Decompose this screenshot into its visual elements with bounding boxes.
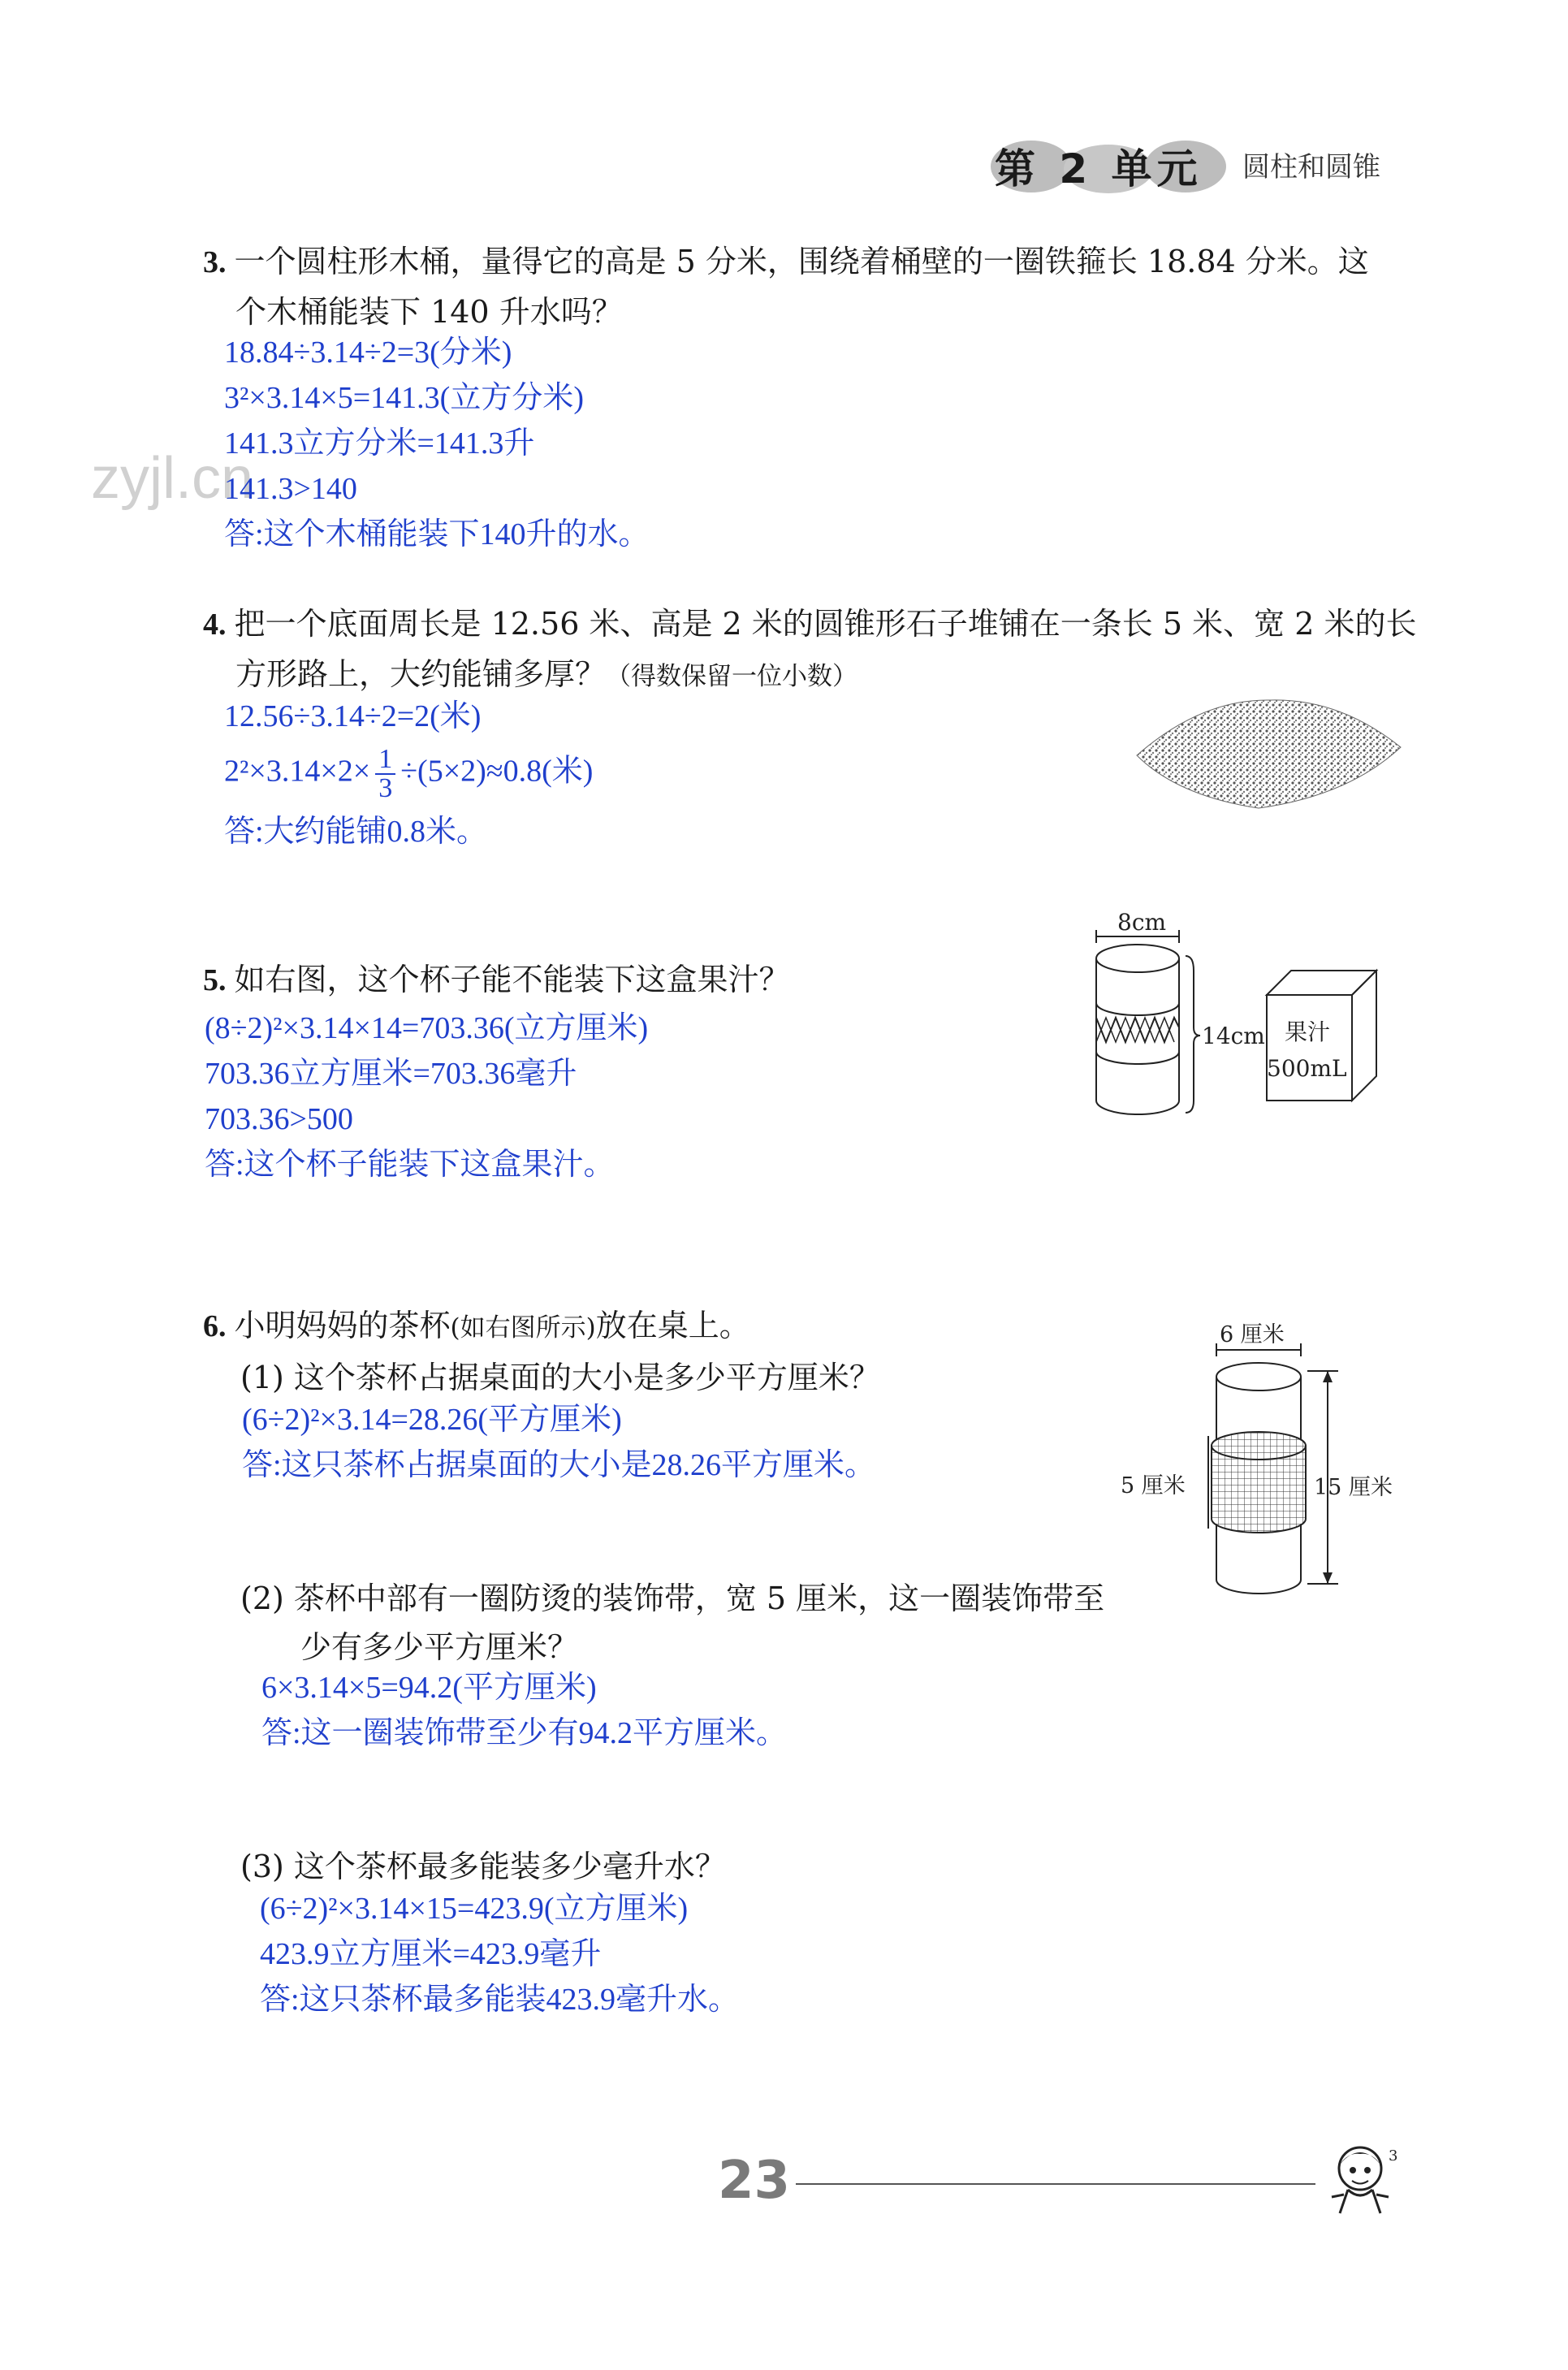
answer-line: (6÷2)²×3.14=28.26(平方厘米) <box>242 1403 622 1437</box>
sub-text: 茶杯中部有一圈防烫的装饰带，宽 5 厘米，这一圈装饰带至 <box>293 1581 1105 1616</box>
question-3-answers <box>224 331 650 556</box>
question-number: 3. <box>203 245 227 279</box>
question-5-answers <box>205 1007 648 1186</box>
question-note: (如右图所示) <box>450 1313 596 1343</box>
answer-line: (8÷2)²×3.14×14=703.36(立方厘米) <box>205 1011 649 1045</box>
sub-label: (1) <box>240 1360 284 1395</box>
tea-cup-diameter-label: 6 厘米 <box>1220 1322 1285 1347</box>
answer-line: 答:这一圈装饰带至少有94.2平方厘米。 <box>261 1716 788 1750</box>
answer-line: (6÷2)²×3.14×15=423.9(立方厘米) <box>260 1892 689 1926</box>
question-4-line1 <box>203 601 1416 647</box>
watermark: zyjl.cn <box>91 446 254 511</box>
fraction-numerator: 1 <box>375 746 395 775</box>
answer-line: 答:这个杯子能装下这盒果汁。 <box>205 1148 615 1182</box>
question-6-sub3 <box>240 1844 726 1889</box>
mascot-icon <box>1315 2136 1405 2229</box>
sub-text: 这个茶杯最多能装多少毫升水？ <box>293 1849 726 1884</box>
answer-line: 18.84÷3.14÷2=3(分米) <box>224 335 512 370</box>
answer-part: 2²×3.14×2× <box>224 754 371 789</box>
question-text: 方形路上，大约能铺多厚？ <box>235 656 607 692</box>
answer-line-fraction <box>224 746 593 802</box>
juice-box-label: 果汁 <box>1285 1018 1331 1045</box>
answer-line: 703.36立方厘米=703.36毫升 <box>205 1057 577 1091</box>
page-number: 23 <box>718 2151 791 2211</box>
fraction-denominator: 3 <box>378 773 393 803</box>
answer-line: 答:这只茶杯占据桌面的大小是28.26平方厘米。 <box>242 1448 876 1482</box>
question-text: 一个圆柱形木桶，量得它的高是 5 分米，围绕着桶壁的一圈铁箍长 18.84 分米。这 <box>234 244 1369 279</box>
svg-text:3: 3 <box>1389 2147 1398 2165</box>
cup-height-label: 14cm <box>1202 1023 1265 1049</box>
cup-juice-svg <box>1072 906 1429 1149</box>
answer-line: 3²×3.14×5=141.3(立方分米) <box>224 381 584 415</box>
question-3-line1 <box>203 239 1369 285</box>
gravel-pile-figure <box>1129 690 1413 824</box>
sub-text: 这个茶杯占据桌面的大小是多少平方厘米？ <box>293 1360 880 1395</box>
question-text: 小明妈妈的茶杯 <box>234 1308 451 1343</box>
question-6-sub1 <box>240 1355 880 1400</box>
question-text: 放在桌上。 <box>595 1308 750 1343</box>
unit-title: 第 2 单元 <box>995 145 1203 192</box>
answer-line: 703.36>500 <box>205 1102 353 1136</box>
juice-box-volume: 500mL <box>1267 1055 1347 1082</box>
gravel-pile-shape <box>1129 690 1413 820</box>
answer-line: 答:这个木桶能装下140升的水。 <box>224 517 650 551</box>
mascot-svg <box>1315 2136 1405 2225</box>
answer-line: 答:这只茶杯最多能装423.9毫升水。 <box>260 1983 740 2017</box>
question-text: 把一个底面周长是 12.56 米、高是 2 米的圆锥形石子堆铺在一条长 5 米、宽 2 米的长 <box>234 606 1417 642</box>
answer-part: ÷(5×2)≈0.8(米) <box>400 754 594 789</box>
tea-cup-height-label: 15 厘米 <box>1314 1475 1393 1500</box>
sub-label: (3) <box>240 1849 284 1884</box>
question-5 <box>203 957 790 1003</box>
cup-diameter-label: 8cm <box>1117 909 1167 936</box>
band-width-label: 5 厘米 <box>1121 1473 1186 1499</box>
answer-line: 141.3立方分米=141.3升 <box>224 426 535 461</box>
fraction <box>375 746 395 802</box>
question-6-sub2-line2: 少有多少平方厘米？ <box>300 1629 579 1665</box>
question-number: 4. <box>203 608 227 642</box>
question-note: （得数保留一位小数） <box>606 662 858 691</box>
sub-label: (2) <box>240 1581 284 1616</box>
question-number: 5. <box>203 963 227 997</box>
answer-line: 6×3.14×5=94.2(平方厘米) <box>261 1671 597 1705</box>
question-6-sub2-answers <box>261 1667 787 1754</box>
tea-cup-svg <box>1121 1316 1413 1608</box>
question-4-line2 <box>235 651 857 699</box>
cup-and-juice-figure <box>1072 906 1429 1153</box>
tea-cup-figure <box>1121 1316 1413 1611</box>
answer-line: 12.56÷3.14÷2=2(米) <box>224 699 482 733</box>
footer-rule <box>796 2183 1315 2185</box>
question-number: 6. <box>203 1309 227 1343</box>
question-3-line2: 个木桶能装下 140 升水吗？ <box>235 294 623 330</box>
question-6 <box>203 1303 750 1351</box>
question-6-sub2-line1 <box>240 1576 1104 1621</box>
question-text: 如右图，这个杯子能不能装下这盒果汁？ <box>234 962 790 997</box>
question-6-sub3-answers <box>260 1888 739 2021</box>
question-6-sub1-answers <box>242 1399 875 1486</box>
unit-subtitle: 圆柱和圆锥 <box>1242 151 1380 184</box>
answer-line: 141.3>140 <box>224 472 357 506</box>
answer-line: 答:大约能铺0.8米。 <box>224 815 488 849</box>
answer-line: 423.9立方厘米=423.9毫升 <box>260 1937 602 1971</box>
